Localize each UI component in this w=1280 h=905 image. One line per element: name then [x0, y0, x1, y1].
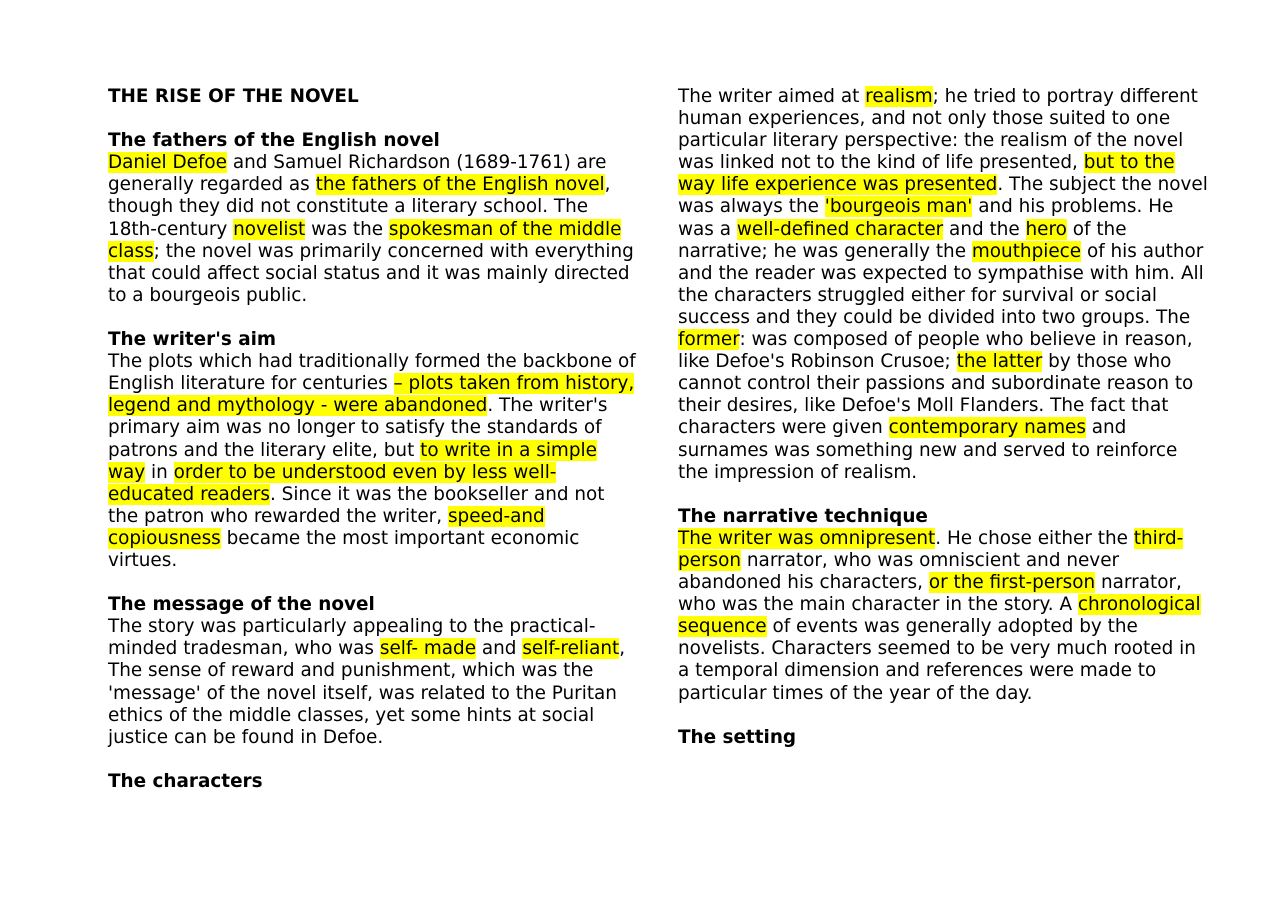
left-column [108, 86, 638, 815]
text-run: The story was particularly appealing to the practical-minded tradesman, who was [108, 616, 596, 660]
text-run: narrator, who was the main character in the story. A [678, 572, 1182, 616]
text-run: contemporary names [888, 417, 1086, 439]
section-paragraph [678, 86, 1208, 484]
text-run: novelist [233, 218, 306, 240]
text-run: well-defined character [736, 218, 944, 240]
text-run: spokesman of the middle class [108, 218, 622, 262]
text-run: in [145, 461, 174, 483]
text-run: hero [1025, 218, 1067, 240]
text-run: and surnames was something new and served to reinforce the impression of realism. [678, 417, 1178, 483]
text-run: – plots taken from history, legend and mythology - were abandoned [108, 373, 635, 417]
text-run: . Since it was the bookseller and not the patron who rewarded the writer, [108, 483, 605, 527]
text-run: . The subject the novel was always the [678, 174, 1208, 218]
text-run: ; the novel was primarily concerned with everything that could affect social status and it was mainly directed to a bourgeois public. [108, 240, 634, 306]
section-paragraph [108, 152, 638, 307]
text-run: mouthpiece [971, 240, 1082, 262]
right-column [678, 86, 1208, 771]
text-run: and [476, 638, 523, 660]
text-run: third-person [678, 527, 1184, 571]
text-run: and the [943, 218, 1026, 240]
text-run: or the first-person [928, 572, 1096, 594]
section-characters [108, 771, 638, 793]
section-heading: The fathers of the English novel [108, 130, 440, 152]
section-setting [678, 727, 1208, 749]
text-run: , though they did not constitute a literary school. The 18th-century [108, 174, 611, 240]
section-heading: The narrative technique [678, 505, 928, 527]
section-heading: The writer's aim [108, 329, 277, 351]
text-run: the fathers of the English novel [315, 174, 605, 196]
section-realism [678, 86, 1208, 484]
section-writers-aim [108, 329, 638, 572]
section-paragraph [108, 616, 638, 749]
text-run: but to the way life experience was presented [678, 152, 1175, 196]
text-run: of events was generally adopted by the novelists. Characters seemed to be very much rooted in a temporal dimension and references were made to particular times of the year of the day. [678, 616, 1196, 704]
text-run: realism [865, 86, 933, 107]
text-run: self-reliant [522, 638, 620, 660]
text-run: order to be understood even by less well-educated readers [108, 461, 557, 505]
text-run: . The writer's primary aim was no longer to satisfy the standards of patrons and the literary elite, but [108, 395, 608, 461]
text-run: of his author and the reader was expected to sympathise with him. All the characters struggled either for survival or social success and they could be divided into two groups. The [678, 240, 1204, 328]
text-run: speed-and copiousness [108, 505, 545, 549]
text-run: former [678, 329, 740, 351]
section-heading: The characters [108, 770, 263, 792]
section-paragraph [108, 351, 638, 572]
text-run: by those who cannot control their passions and subordinate reason to their desires, like Defoe's Moll Flanders. The fact that characters were given [678, 351, 1194, 439]
section-narrative-technique [678, 506, 1208, 705]
text-run: , The sense of reward and punishment, which was the 'message' of the novel itself, was related to the Puritan ethics of the middle classes, yet some hints at social justice can be found in Defoe. [108, 638, 626, 748]
text-run: The plots which had traditionally formed the backbone of English literature for centuries [108, 351, 636, 395]
text-run: the latter [956, 351, 1043, 373]
section-message [108, 594, 638, 749]
section-fathers [108, 130, 638, 307]
text-run: ; he tried to portray different human experiences, and not only those suited to one particular literary perspective: the realism of the novel was linked not to the kind of life presented, [678, 86, 1198, 174]
text-run: was the [305, 218, 389, 240]
text-run: : was composed of people who believe in reason, like Defoe's Robinson Crusoe; [678, 329, 1193, 373]
text-run: and his problems. He was a [678, 196, 1174, 240]
section-heading: The setting [678, 726, 797, 748]
text-run: to write in a simple way [108, 439, 597, 483]
text-run: chronological sequence [678, 594, 1201, 638]
section-paragraph [678, 528, 1208, 705]
text-run: . He chose either the [935, 527, 1134, 549]
text-run: Daniel Defoe [108, 152, 227, 174]
text-run: self- made [379, 638, 477, 660]
text-run: 'bourgeois man' [824, 196, 973, 218]
text-run: The writer aimed at [678, 86, 866, 107]
text-run: narrator, who was omniscient and never abandoned his characters, [678, 549, 1120, 594]
section-heading: The message of the novel [108, 594, 375, 616]
text-run: became the most important economic virtues. [108, 527, 580, 571]
document-title: THE RISE OF THE NOVEL [108, 86, 359, 107]
text-run: of the narrative; he was generally the [678, 218, 1127, 262]
text-run: The writer was omnipresent [678, 527, 936, 549]
text-run: and Samuel Richardson (1689-1761) are generally regarded as [108, 152, 607, 196]
